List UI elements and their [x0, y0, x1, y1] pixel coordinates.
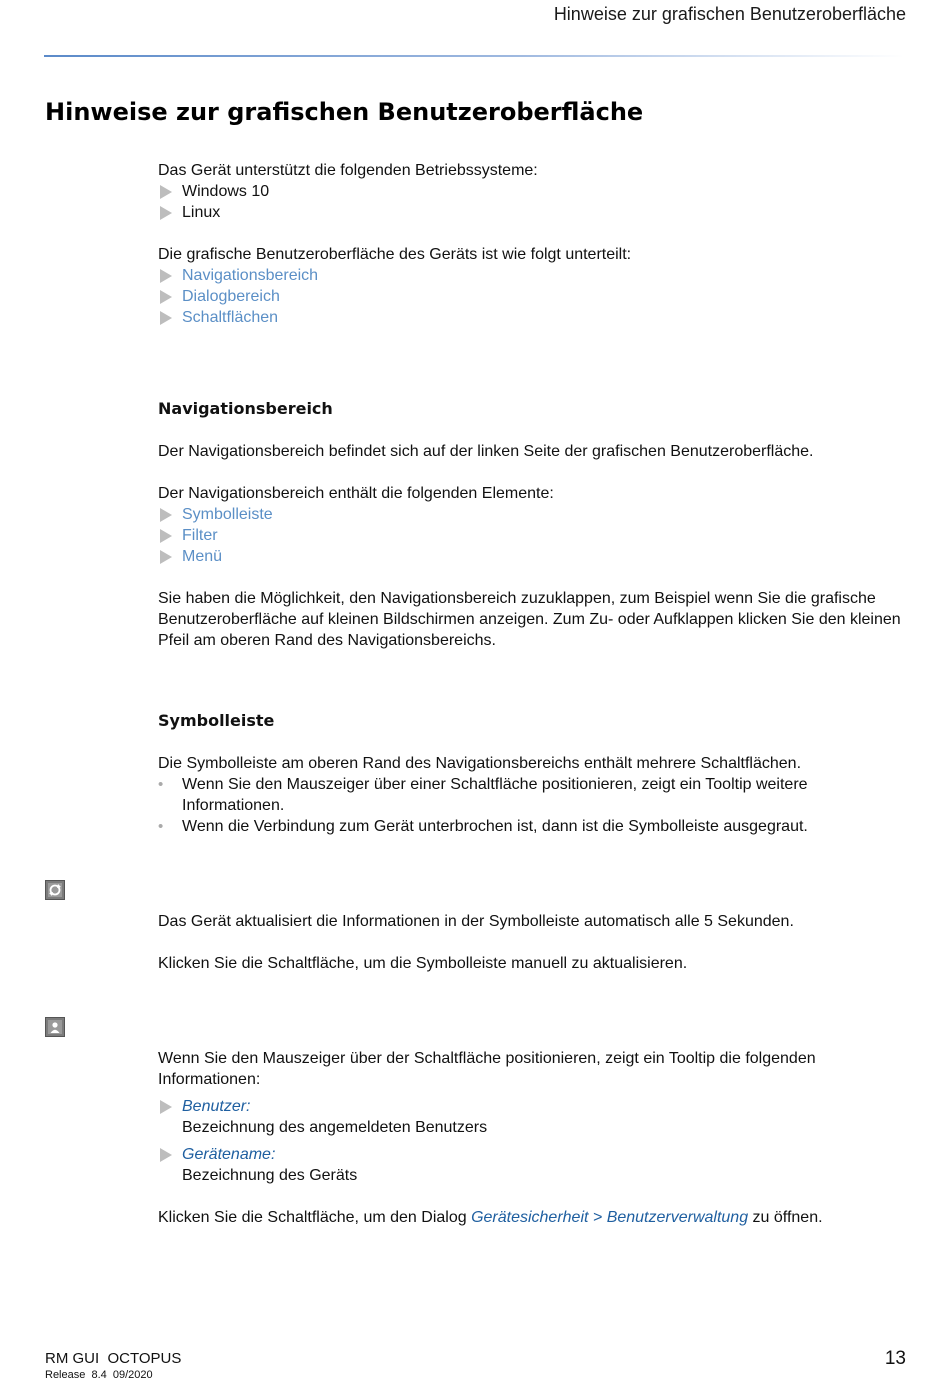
footer-release: Release 8.4 09/2020: [45, 1369, 153, 1381]
tooltip-desc-geraetename: Bezeichnung des Geräts: [182, 1167, 358, 1184]
intro-section: [158, 160, 906, 328]
triangle-bullet-icon: [160, 311, 172, 325]
collapse-paragraph: Sie haben die Möglichkeit, den Navigationsbereich zuzuklappen, zum Beispiel wenn Sie die grafische Benutzeroberfläche auf kleinen Bildschirmen anzeigen. Zum Zu- oder Aufklappen klicken Sie den kleinen Pfeil am oberen Rand des Navigationsbereichs.: [158, 590, 901, 649]
nav-elements-intro: Der Navigationsbereich enthält die folgenden Elemente:: [158, 485, 554, 502]
triangle-bullet-icon: [160, 1148, 172, 1162]
refresh-text-manual: Klicken Sie die Schaltfläche, um die Symbolleiste manuell zu aktualisieren.: [158, 955, 688, 972]
list-item: [158, 265, 906, 286]
dot-bullet-icon: •: [158, 776, 164, 793]
user-block: [158, 1048, 906, 1228]
list-item: [158, 1096, 906, 1138]
list-item: [158, 307, 906, 328]
nav-elements-list: [158, 504, 906, 567]
list-item: Linux: [158, 202, 906, 223]
os-list: [158, 181, 906, 223]
tooltip-desc-benutzer: Bezeichnung des angemeldeten Benutzers: [182, 1119, 488, 1136]
page-number: 13: [884, 1348, 906, 1369]
link-schaltflaechen[interactable]: Schaltflächen: [182, 309, 279, 326]
dot-bullet-icon: •: [158, 818, 164, 835]
section-heading-symbolleiste: Symbolleiste: [158, 711, 275, 730]
running-header-title: Hinweise zur grafischen Benutzeroberfläche: [553, 4, 906, 24]
areas-list: [158, 265, 906, 328]
triangle-bullet-icon: [160, 550, 172, 564]
list-item: [158, 286, 906, 307]
header-rule: [44, 55, 904, 57]
page-title: Hinweise zur grafischen Benutzeroberfläche: [45, 98, 644, 126]
tooltip-items: [158, 1096, 906, 1186]
triangle-bullet-icon: [160, 269, 172, 283]
list-item: [158, 546, 906, 567]
toolbar-section: [158, 753, 906, 837]
refresh-icon: [45, 880, 65, 900]
dialog-paragraph: Klicken Sie die Schaltfläche, um den Dialog Gerätesicherheit > Benutzerverwaltung zu öffnen.: [158, 1209, 823, 1226]
list-item: [158, 1144, 906, 1186]
link-navigationsbereich[interactable]: Navigationsbereich: [182, 267, 319, 284]
list-item: [158, 504, 906, 525]
footer-doc-name: RM GUI OCTOPUS: [45, 1350, 182, 1367]
link-dialogbereich[interactable]: Dialogbereich: [182, 288, 280, 305]
areas-intro: Die grafische Benutzeroberfläche des Geräts ist wie folgt unterteilt:: [158, 246, 632, 263]
toolbar-bullets: [158, 774, 906, 837]
list-item: Windows 10: [158, 181, 906, 202]
user-icon: [45, 1017, 65, 1037]
triangle-bullet-icon: [160, 508, 172, 522]
link-symbolleiste[interactable]: Symbolleiste: [182, 506, 273, 523]
nav-paragraph: Der Navigationsbereich befindet sich auf der linken Seite der grafischen Benutzeroberfläche.: [158, 443, 814, 460]
link-filter[interactable]: Filter: [182, 527, 218, 544]
list-item: • Wenn die Verbindung zum Gerät unterbrochen ist, dann ist die Symbolleiste ausgegraut.: [158, 818, 808, 835]
triangle-bullet-icon: [160, 290, 172, 304]
tooltip-term-geraetename: Gerätename:: [182, 1146, 276, 1163]
toolbar-intro: Die Symbolleiste am oberen Rand des Navigationsbereichs enthält mehrere Schaltflächen.: [158, 755, 802, 772]
list-item: • Wenn Sie den Mauszeiger über einer Schaltfläche positionieren, zeigt ein Tooltip weitere Informationen.: [158, 776, 808, 814]
refresh-text-auto: Das Gerät aktualisiert die Informationen in der Symbolleiste automatisch alle 5 Sekunden.: [158, 913, 794, 930]
os-intro: Das Gerät unterstützt die folgenden Betriebssysteme:: [158, 162, 538, 179]
footer: [45, 1350, 181, 1381]
section-heading-navigationsbereich: Navigationsbereich: [158, 399, 333, 418]
triangle-bullet-icon: [160, 185, 172, 199]
refresh-block: [158, 911, 906, 974]
tooltip-term-benutzer: Benutzer:: [182, 1098, 251, 1115]
link-benutzerverwaltung[interactable]: Gerätesicherheit > Benutzerverwaltung: [471, 1209, 749, 1226]
triangle-bullet-icon: [160, 1100, 172, 1114]
list-item: [158, 525, 906, 546]
nav-section: [158, 441, 906, 651]
tooltip-intro: Wenn Sie den Mauszeiger über der Schaltfläche positionieren, zeigt ein Tooltip die folgenden Informationen:: [158, 1050, 816, 1088]
triangle-bullet-icon: [160, 206, 172, 220]
triangle-bullet-icon: [160, 529, 172, 543]
link-menue[interactable]: Menü: [182, 548, 223, 565]
